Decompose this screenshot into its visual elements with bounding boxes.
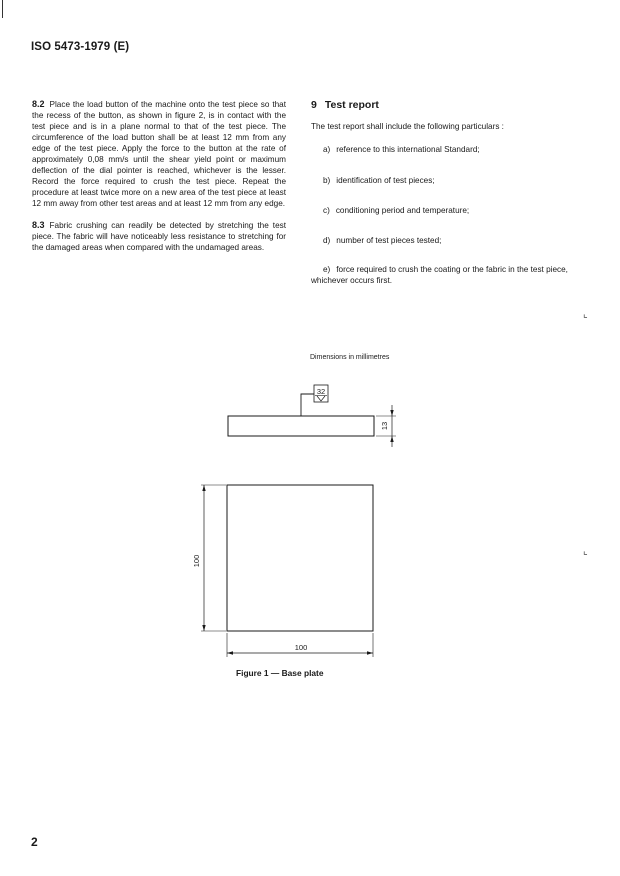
section-9-number: 9	[311, 99, 317, 111]
margin-mark: ⌞	[583, 546, 588, 557]
clause-8-3-number: 8.3	[32, 220, 45, 230]
report-item-text: conditioning period and temperature;	[335, 206, 470, 215]
plate-side-view	[228, 416, 374, 436]
test-report-intro: The test report shall include the following particulars :	[311, 122, 504, 131]
report-item-text: identification of test pieces;	[336, 176, 435, 185]
width-label: 100	[294, 643, 308, 652]
report-item-label: c)	[323, 206, 330, 215]
report-item-label: e)	[323, 265, 331, 274]
arrowhead-icon	[227, 651, 233, 654]
report-item-label: b)	[323, 176, 331, 185]
surface-finish-triangle-icon	[317, 396, 325, 401]
clause-8-2-text: Place the load button of the machine onto the test piece so that the recess of the button, as shown in figure 2, is in contact with the test piece and is in a plane normal to that of the test piece. The circumference of the load button shall be at least 12 mm from any edge of the test piece. Apply the force to the button at the rate of approximately 0,08 mm/s until the shear yield point or maximum deflection of the dial pointer is reached, whichever is the lesser. Record the force required to crush the test piece. Repeat the procedure at least twice more on a new area of the test piece at least 12 mm away from other test areas and at least 12 mm from any edge.	[32, 100, 286, 208]
arrowhead-icon	[202, 485, 205, 491]
report-item-text: force required to crush the coating or the fabric in the test piece, whichever occurs first.	[311, 265, 568, 285]
thickness-label: 13	[380, 421, 389, 431]
margin-mark: ⌞	[583, 309, 588, 320]
surface-finish-value: 32	[316, 387, 326, 396]
report-item-label: d)	[323, 236, 331, 245]
arrowhead-icon	[367, 651, 373, 654]
surface-finish-leader	[301, 394, 314, 416]
report-item-text: number of test pieces tested;	[336, 236, 442, 245]
report-item-text: reference to this international Standard;	[336, 145, 480, 154]
figure-caption: Figure 1 — Base plate	[236, 668, 324, 678]
height-label: 100	[192, 554, 201, 568]
arrowhead-icon	[390, 436, 393, 442]
section-9-title: Test report	[324, 99, 379, 111]
clause-8-2-number: 8.2	[32, 99, 45, 109]
page-number: 2	[31, 835, 38, 849]
plate-top-view	[227, 485, 373, 631]
document-header: ISO 5473-1979 (E)	[31, 41, 130, 53]
arrowhead-icon	[202, 625, 205, 631]
dimensions-note: Dimensions in millimetres	[310, 354, 390, 361]
report-item-label: a)	[323, 145, 331, 154]
clause-8-3-text: Fabric crushing can readily be detected by stretching the test piece. The fabric will have noticeably less resistance to stretching for the damaged areas when compared with the undamaged areas.	[32, 221, 286, 252]
arrowhead-icon	[390, 410, 393, 416]
